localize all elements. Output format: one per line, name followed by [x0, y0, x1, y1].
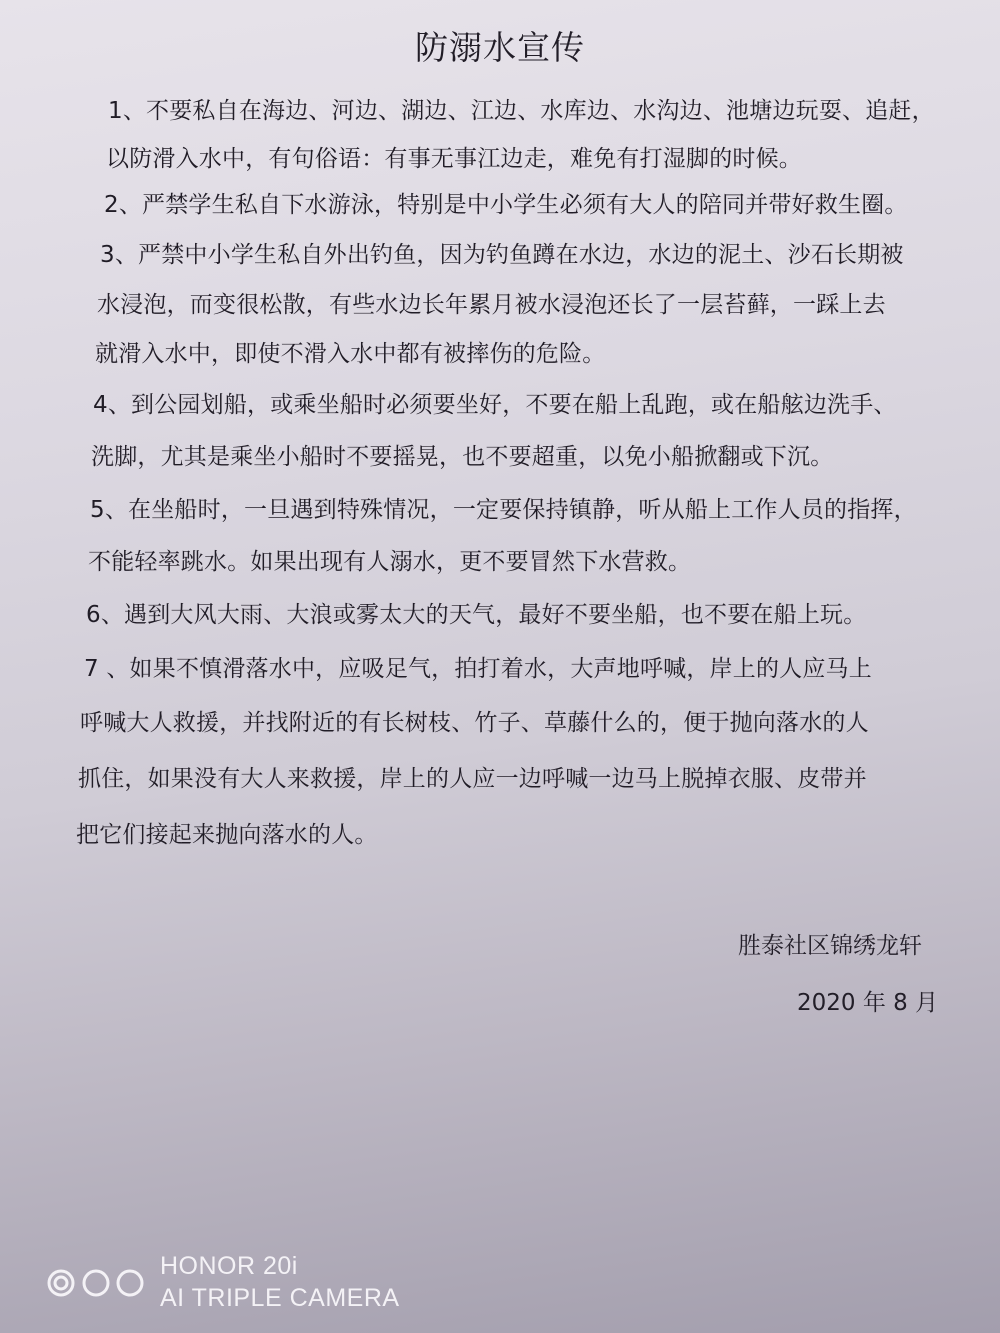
- text-line: 不能轻率跳水。如果出现有人溺水，更不要冒然下水营救。: [88, 549, 692, 575]
- text-line: 6、遇到大风大雨、大浪或雾太大的天气，最好不要坐船，也不要在船上玩。: [86, 602, 867, 628]
- text-line: 洗脚，尤其是乘坐小船时不要摇晃，也不要超重，以免小船掀翻或下沉。: [91, 444, 834, 470]
- signature-organization: 胜泰社区锦绣龙轩: [738, 933, 922, 959]
- signature-date: 2020 年 8 月: [797, 990, 939, 1016]
- text-line: 就滑入水中，即使不滑入水中都有被摔伤的危险。: [95, 341, 606, 367]
- text-line: 水浸泡，而变很松散，有些水边长年累月被水浸泡还长了一层苔藓，一踩上去: [97, 292, 886, 318]
- text-line: 抓住，如果没有大人来救援，岸上的人应一边呼喊一边马上脱掉衣服、皮带并: [78, 766, 867, 792]
- camera-model: HONOR 20i: [160, 1252, 298, 1280]
- camera-subtitle: AI TRIPLE CAMERA: [160, 1284, 400, 1312]
- camera-watermark: [46, 1250, 446, 1316]
- text-line: 4、到公园划船，或乘坐船时必须要坐好，不要在船上乱跑，或在船舷边洗手、: [93, 392, 897, 418]
- document-title: 防溺水宣传: [415, 28, 585, 67]
- text-line: 以防滑入水中，有句俗语：有事无事江边走，难免有打湿脚的时候。: [106, 146, 802, 172]
- text-line: 呼喊大人救援，并找附近的有长树枝、竹子、草藤什么的，便于抛向落水的人: [80, 710, 869, 736]
- text-line: 1、不要私自在海边、河边、湖边、江边、水库边、水沟边、池塘边玩耍、追赶，: [108, 98, 935, 124]
- text-line: 5、在坐船时，一旦遇到特殊情况，一定要保持镇静，听从船上工作人员的指挥，: [90, 497, 917, 523]
- text-line: 3、严禁中小学生私自外出钓鱼，因为钓鱼蹲在水边，水边的泥土、沙石长期被: [100, 242, 904, 268]
- triple-lens-icon: [46, 1268, 146, 1298]
- text-line: 7 、如果不慎滑落水中，应吸足气，拍打着水，大声地呼喊，岸上的人应马上: [84, 656, 872, 682]
- text-line: 2、严禁学生私自下水游泳，特别是中小学生必须有大人的陪同并带好救生圈。: [104, 192, 908, 218]
- text-line: 把它们接起来抛向落水的人。: [76, 822, 378, 848]
